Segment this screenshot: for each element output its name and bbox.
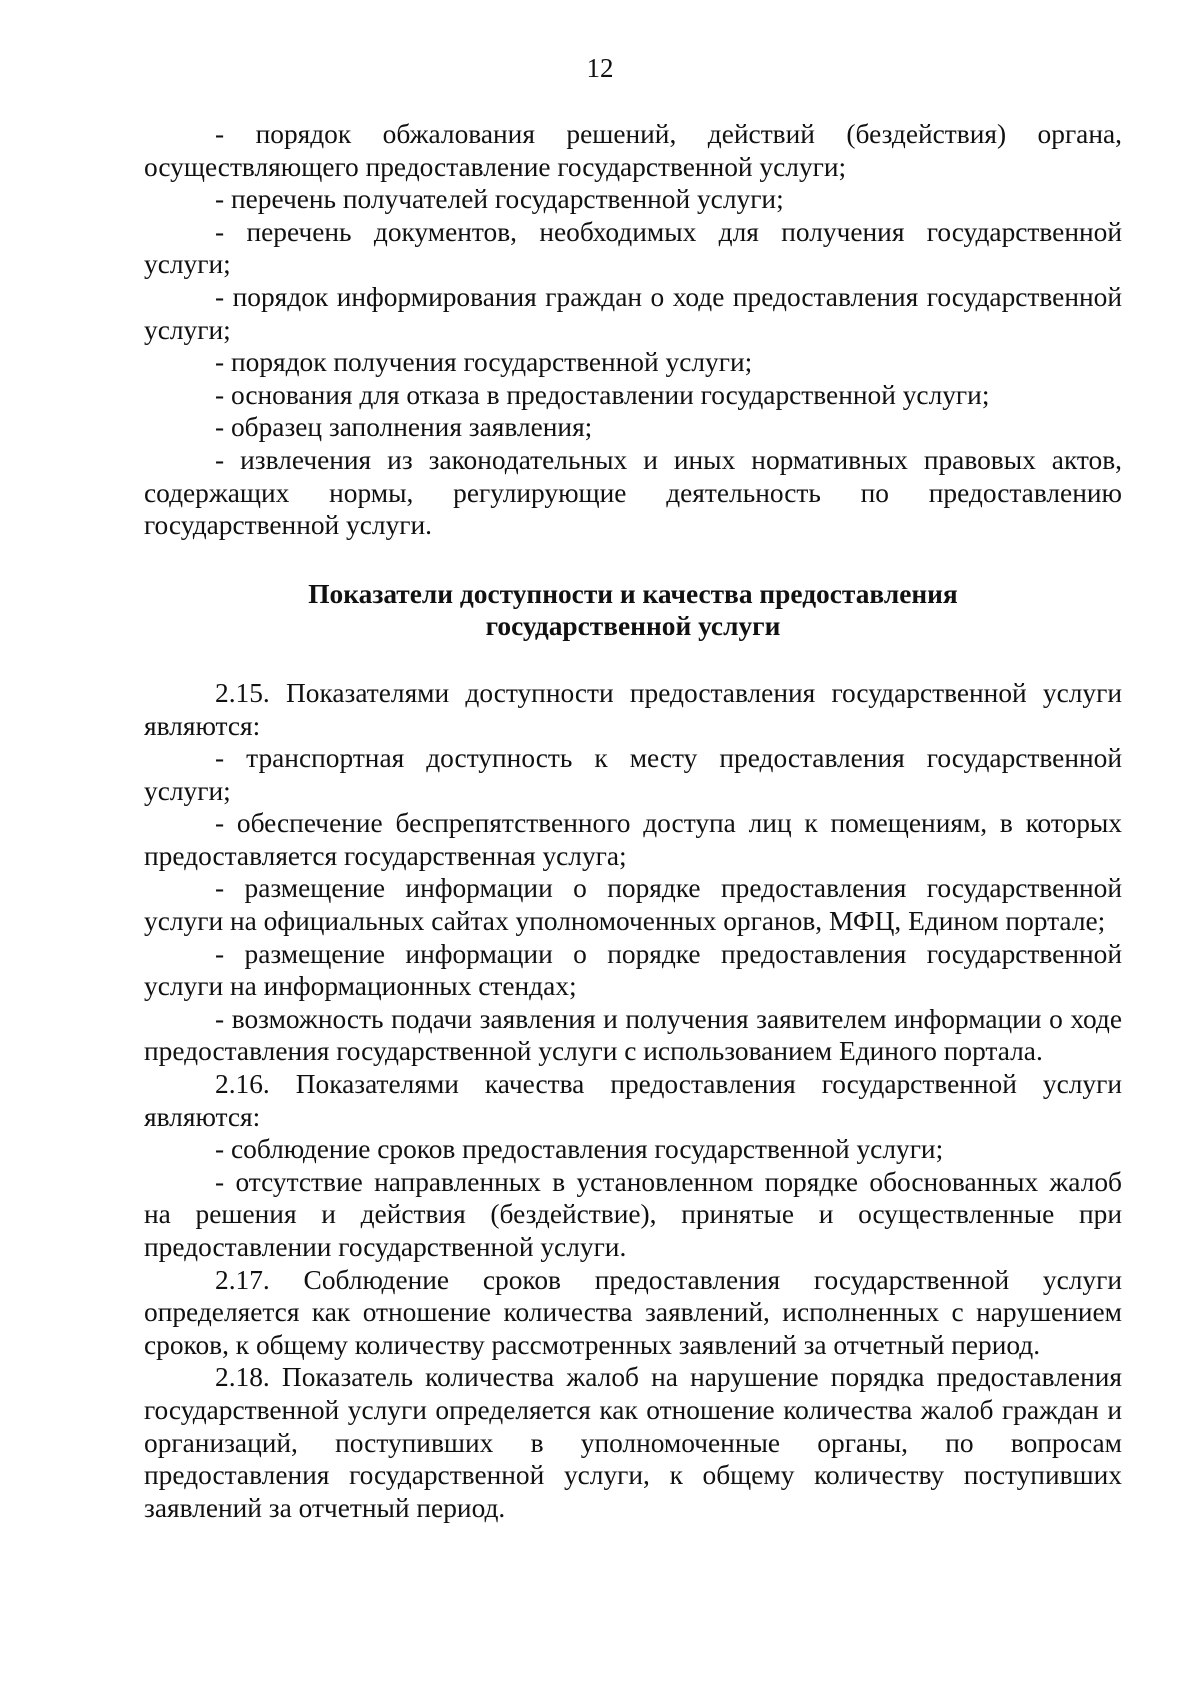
list-item: - перечень документов, необходимых для получения государственной услуги; xyxy=(144,216,1122,280)
list-item: - порядок получения государственной услуги; xyxy=(215,347,753,378)
list-item: - размещение информации о порядке предоставления государственной услуги на информационных стендах; xyxy=(144,938,1122,1002)
list-item: - возможность подачи заявления и получения заявителем информации о ходе предоставления государственной услуги с использованием Единого портала. xyxy=(144,1003,1122,1067)
section-heading-line-2: государственной услуги xyxy=(485,611,781,642)
list-item: - соблюдение сроков предоставления государственной услуги; xyxy=(215,1134,944,1165)
page-number: 12 xyxy=(586,53,614,83)
list-item: - порядок информирования граждан о ходе предоставления государственной услуги; xyxy=(144,281,1122,345)
document-body xyxy=(144,118,1122,1524)
list-item: - транспортная доступность к месту предоставления государственной услуги; xyxy=(144,743,1122,806)
paragraph-2-18: 2.18. Показатель количества жалоб на нарушение порядка предоставления государственной услуги определяется как отношение количества жалоб граждан и организаций, поступивших в уполномоченные органы, по вопросам предоставления государственной услуги, к общему количеству поступивших заявлений за отчетный период. xyxy=(144,1362,1122,1523)
section-heading xyxy=(144,578,1122,643)
section-heading-line-1: Показатели доступности и качества предоставления xyxy=(308,578,958,609)
list-item: - размещение информации о порядке предоставления государственной услуги на официальных сайтах уполномоченных органов, МФЦ, Едином портале; xyxy=(144,873,1122,937)
paragraph-2-16: 2.16. Показателями качества предоставления государственной услуги являются: xyxy=(144,1069,1122,1132)
list-item: - извлечения из законодательных и иных нормативных правовых актов, содержащих нормы, регулирующие деятельность по предоставлению государственной услуги. xyxy=(144,444,1122,541)
list-item: - обеспечение беспрепятственного доступа лиц к помещениям, в которых предоставляется государственная услуга; xyxy=(144,808,1122,871)
list-item: - перечень получателей государственной услуги; xyxy=(215,184,784,215)
list-item: - порядок обжалования решений, действий (бездействия) органа, осуществляющего предоставление государственной услуги; xyxy=(144,119,1122,182)
list-item: - основания для отказа в предоставлении государственной услуги; xyxy=(215,379,990,410)
paragraph-2-17: 2.17. Соблюдение сроков предоставления государственной услуги определяется как отношение количества заявлений, исполненных с нарушением сроков, к общему количеству рассмотренных заявлений за отчетный период. xyxy=(144,1264,1122,1360)
list-item: - отсутствие направленных в установленном порядке обоснованных жалоб на решения и действия (бездействие), принятые и осуществленные при предоставлении государственной услуги. xyxy=(144,1166,1122,1262)
paragraph-2-15: 2.15. Показателями доступности предоставления государственной услуги являются: xyxy=(144,677,1122,741)
list-item: - образец заполнения заявления; xyxy=(215,412,593,443)
